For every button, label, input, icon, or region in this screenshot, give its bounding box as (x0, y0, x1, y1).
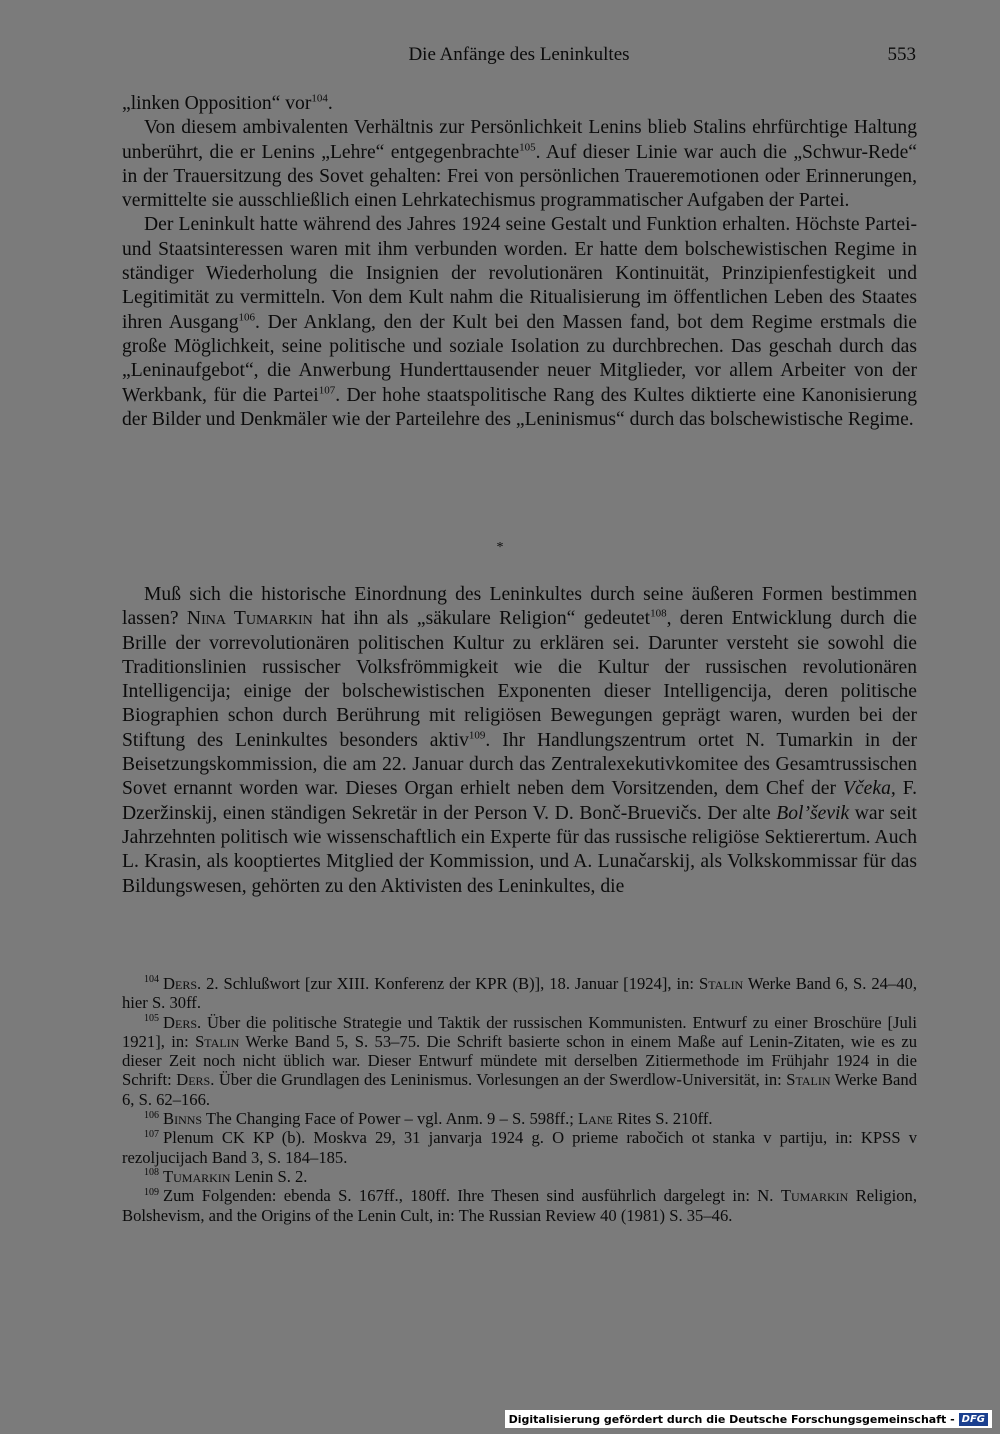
text-run: F. Dzeržinskij, einen ständigen Sekretär in der Person V. D. Bonč-Bruevičs. Der alte (122, 778, 918, 824)
footnote-106 (122, 1109, 917, 1128)
footnote-109 (122, 1186, 917, 1225)
footnotes (122, 974, 917, 1225)
page-number: 553 (887, 44, 916, 65)
author-name: Stalin (195, 1031, 240, 1051)
running-head (122, 44, 916, 74)
text-run: Werke Band 5, S. 53–75. Die Schrift basierte schon in einem Maße auf Lenin-Zitaten, wie es zu dieser Zeit noch nicht üblich war. Dieser Entwurf mündete mit derselben Zitiermethode im Frühjahr 1924 in die Schrift: (122, 1031, 917, 1090)
text-run: . Der hohe staatspolitische Rang des Kultes diktierte eine Kanonisierung der Bilder und Denkmäler wie der Parteilehre des „Leninismus“ durch das bolschewistische Regime. (122, 384, 917, 430)
paragraph-4 (122, 583, 917, 899)
footnote-ref-108[interactable]: 108 (650, 607, 667, 620)
paragraph-3 (122, 213, 917, 432)
footnote-number: 108 (144, 1167, 159, 1179)
text-run: war seit Jahrzehnten politisch wie wissenschaftlich ein Experte für das russische religiöse Sektierertum. Auch L. Krasin, als kooptiertes Mitglied der Kommission, und A. Lunačarskij, als Volkskommissar für das Bildungswesen, gehörten zu den Aktivisten des Leninkultes, die (122, 802, 917, 897)
author-name: Stalin (698, 974, 744, 993)
footnote-ref-107[interactable]: 107 (318, 384, 336, 397)
footnote-number: 105 (144, 1013, 159, 1025)
text-run: , deren Entwicklung durch die Brille der vorrevolutionären politischen Kultur zu erklären sei. Darunter versteht sie sowohl die Traditionslinien russischer Volksfrömmigkeit wie die Kultur der russischen revolutionären Intelligencija; einige der bolschewistischen Exponenten dieser Intelligencija, deren politische Biographien schon durch Berührung mit religiösen Bewegungen geprägt waren, wurden bei der Stiftung des Leninkultes besonders aktiv (122, 608, 918, 751)
footnote-105 (122, 1013, 917, 1109)
author-name: Lane (578, 1109, 613, 1129)
text-run: Werke Band 6, S. 24–40, hier S. 30ff. (122, 974, 917, 1013)
author-name: Tumarkin (780, 1186, 849, 1206)
text-run: . Der Anklang, den der Kult bei den Massen fand, bot dem Regime erstmals die große Möglichkeit, seine politische und soziale Isolation zu durchbrechen. Das geschah durch das „Leninaufgebot“, die Anwerbung Hunderttausender neuer Mitglieder, vor allem Arbeiter von der Werkbank, für die Partei (122, 311, 917, 406)
text-run: hat ihn als „säkulare Religion“ gedeutet (312, 608, 651, 630)
running-title: Die Anfänge des Leninkultes (408, 44, 630, 65)
section-separator: * (496, 540, 504, 555)
author-name: Ders. (176, 1070, 215, 1090)
text-run: „linken Opposition“ vor (122, 93, 312, 114)
text-run: Religion, Bolshevism, and the Origins of the Lenin Cult, in: The Russian Review 40 (1981) S. 35–46. (122, 1186, 918, 1225)
footnote-104 (122, 974, 917, 1013)
author-name: Nina Tumarkin (186, 608, 313, 630)
text-run: 2. Schlußwort [zur XIII. Konferenz der KPR (B)], 18. Januar [1924], in: (201, 974, 699, 993)
text-run: Rites S. 210ff. (612, 1109, 713, 1129)
author-name: Binns (163, 1109, 203, 1129)
text-run: Zum Folgenden: ebenda S. 167ff., 180ff. Ihre Thesen sind ausführlich dargelegt in: N. (163, 1186, 781, 1206)
footnote-number: 109 (144, 1186, 159, 1198)
text-run: The Changing Face of Power – vgl. Anm. 9 – S. 598ff.; (202, 1109, 579, 1129)
footnote-number: 107 (144, 1128, 159, 1140)
author-name: Ders. (163, 974, 202, 993)
footnote-ref-105[interactable]: 105 (519, 141, 536, 154)
footnote-108 (122, 1167, 917, 1186)
author-name: Ders. (163, 1012, 202, 1032)
author-name: Stalin (786, 1070, 831, 1090)
digitization-credit (505, 1410, 992, 1428)
footnote-number: 106 (144, 1109, 159, 1121)
italic-term: Včeka, (843, 778, 896, 800)
author-name: Tumarkin (163, 1166, 231, 1186)
text-run: Werke Band 6, S. 62–166. (122, 1070, 918, 1109)
text-run: Über die politische Strategie und Taktik der russischen Kommunisten. Entwurf zu einer Broschüre [Juli 1921], in: (122, 1012, 917, 1051)
footnote-ref-106[interactable]: 106 (238, 311, 256, 324)
text-run: Muß sich die historische Einordnung des Leninkultes durch seine äußeren Formen bestimmen lassen? (122, 584, 917, 630)
paragraph-2 (122, 116, 917, 213)
italic-term: Bol’ševik (776, 802, 850, 824)
text-run: Plenum CK KP (b). Moskva 29, 31 janvarja 1924 g. O prieme rabočich ot stanka v partiju, in: KPSS v rezoljucijach Band 3, S. 184–185. (122, 1128, 917, 1167)
footnote-ref-109[interactable]: 109 (468, 729, 486, 742)
text-run: . (327, 93, 333, 114)
text-run: Lenin S. 2. (230, 1166, 308, 1186)
digitization-text: Digitalisierung gefördert durch die Deutsche Forschungsgemeinschaft - (508, 1412, 955, 1426)
text-run: Über die Grundlagen des Leninismus. Vorlesungen an der Swerdlow-Universität, in: (214, 1070, 787, 1090)
footnote-number: 104 (144, 974, 159, 986)
paragraph-1 (122, 92, 917, 116)
footnote-107 (122, 1128, 917, 1167)
body-text-section-1 (122, 92, 917, 432)
text-run: . Auf dieser Linie war auch die „Schwur-Rede“ in der Trauersitzung des Sovet gehalten: Frei von persönlichen Traueremotionen oder Erinnerungen, vermittelte sie ausschließlich einen Lehrkatechismus programmatischer Aufgaben der Partei. (122, 141, 917, 212)
dfg-logo-icon: DFG (959, 1413, 988, 1426)
body-text-section-2 (122, 583, 917, 899)
footnote-ref-104[interactable]: 104 (311, 92, 328, 105)
text-run: . Ihr Handlungszentrum ortet N. Tumarkin in der Beisetzungskommission, die am 22. Januar durch das Zentralexekutivkomitee des Gesamtrussischen Sovet ernannt worden war. Dieses Organ erhielt neben dem Vorsitzenden, dem Chef der (122, 729, 917, 800)
text-run: Von diesem ambivalenten Verhältnis zur Persönlichkeit Lenins blieb Stalins ehrfürchtige Haltung unberührt, die er Lenins „Lehre“ entgegenbrachte (122, 117, 917, 163)
text-run: Der Leninkult hatte während des Jahres 1924 seine Gestalt und Funktion erhalten. Höchste Partei- und Staatsinteressen waren mit ihm verbunden worden. Er hatte dem bolschewistischen Regime in ständiger Wiederholung die Insignien der revolutionären Kontinuität, Prinzipienfestigkeit und Legitimität zu vermitteln. Von dem Kult nahm die Ritualisierung im öffentlichen Leben des Staates ihren Ausgang (122, 214, 917, 333)
